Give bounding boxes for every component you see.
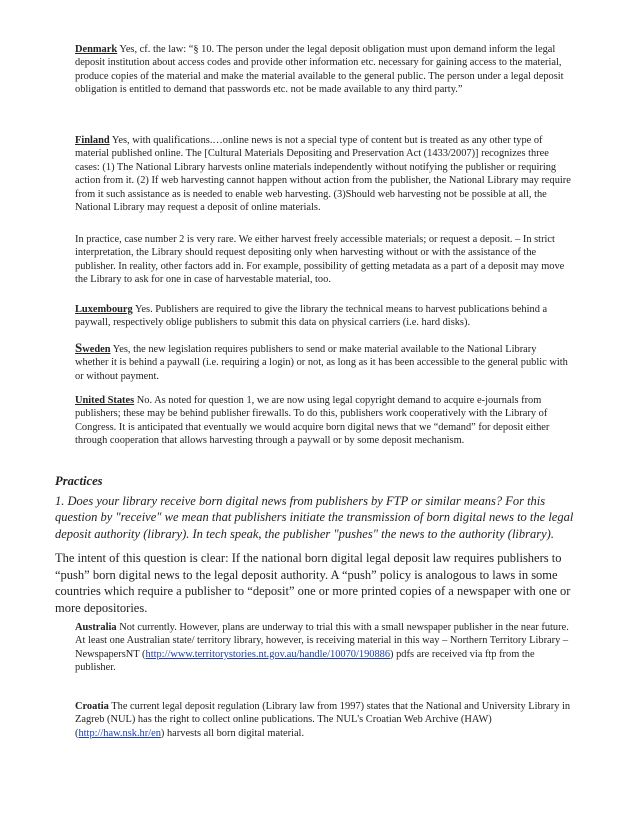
- country-sweden-rest: weden: [82, 344, 111, 355]
- luxembourg-text: Yes. Publishers are required to give the library the technical means to harvest publications behind a paywall, respectively oblige publishers to submit this data on physical carriers (i.e. hard disks).: [75, 304, 548, 329]
- country-croatia: Croatia: [75, 701, 109, 712]
- country-luxembourg: Luxembourg: [75, 304, 133, 315]
- australia-link[interactable]: http://www.territorystories.nt.gov.au/handle/10070/190886: [145, 648, 391, 660]
- australia-text-after: ) pdfs are received via ftp from the publisher.: [75, 648, 535, 674]
- australia-entry: [75, 621, 571, 675]
- country-united-states: United States: [75, 395, 135, 406]
- australia-text-before: Not currently. However, plans are underway to trial this with a small newspaper publisher in the near future. At least one Australian state/ territory library, however, is receiving material in this way – Northern Territory Library – NewspapersNT (: [75, 622, 569, 660]
- united-states-text: No. As noted for question 1, we are now using legal copyright demand to acquire e-journals from publishers; these may be behind publisher firewalls. To do this, publishers work cooperatively with the Library of Congress. It is anticipated that eventually we would acquire born digital news that we “demand” for deposit either through cooperation that allows harvesting through a paywall or by some deposit mechanism.: [75, 395, 550, 447]
- country-sweden-initial: S: [75, 340, 83, 355]
- country-australia: Australia: [75, 622, 117, 633]
- croatia-link[interactable]: http://haw.nsk.hr/en: [78, 727, 161, 739]
- question-intent: The intent of this question is clear: If the national born digital legal deposit law requires publishers to “push” born digital news to the legal deposit authority. A “push” policy is analogous to laws in some countries which require a publisher to “deposit” one or more printed copies of a newspaper with one or more depositories.: [55, 551, 571, 615]
- denmark-text: Yes, cf. the law: “§ 10. The person under the legal deposit obligation must upon demand inform the legal deposit institution about access codes and provide other information etc. necessary for gaining access to the material, produce copies of the material and make the material available to the general public. The person under a legal deposit obligation is entitled to demand that passwords etc. not be made available to any third party.”: [75, 44, 564, 96]
- sweden-text: Yes, the new legislation requires publishers to send or make material available to the National Library whether it is behind a paywall (i.e. requiring a login) or not, as long as it has been accessible to the general public with or without payment.: [75, 344, 568, 382]
- croatia-text-before: The current legal deposit regulation (Library law from 1997) states that the National and University Library in Zagreb (NUL) has the right to collect online publications. The NUL's Croatian Web Archive (HAW) (: [75, 701, 571, 739]
- croatia-text-after: ) harvests all born digital material.: [160, 727, 305, 739]
- finland-entry: [75, 134, 571, 214]
- country-finland: Finland: [75, 135, 110, 146]
- croatia-entry: [75, 700, 571, 740]
- question-1: 1. Does your library receive born digital news from publishers by FTP or similar means? For this question by "receive" we mean that publishers initiate the transmission of born digital news to the legal deposit authority (library). In tech speak, the publisher "pushes" the news to the authority (library).: [55, 494, 574, 541]
- denmark-entry: [75, 43, 571, 97]
- practices-heading: Practices: [55, 474, 103, 488]
- finland-practice: In practice, case number 2 is very rare. We either harvest freely accessible materials; or request a deposit. – In strict interpretation, the Library should request depositing only when harvesting without or with the assistance of the publisher. In reality, other factors add in. For example, possibility of getting metadata as a part of a deposit may move the Library to ask for one in case of harvestable material, too.: [75, 234, 565, 286]
- sweden-entry: [75, 341, 571, 383]
- country-sweden: [75, 340, 111, 355]
- country-denmark: Denmark: [75, 44, 118, 55]
- luxembourg-entry: [75, 303, 571, 330]
- united-states-entry: [75, 394, 571, 448]
- finland-text: Yes, with qualifications.…online news is not a special type of content but is treated as any other type of material published online. The [Cultural Materials Depositing and Preservation Act (1433/2007)] recognizes three cases: (1) The National Library harvests online materials independently without notifying the publisher or requiring action from it. (2) If web harvesting cannot happen without action from the publisher, the National Library may require from it such assistance as is needed to enable web harvesting. (3)Should web harvesting not be possible at all, the National Library may request a deposit of online materials.: [75, 135, 571, 214]
